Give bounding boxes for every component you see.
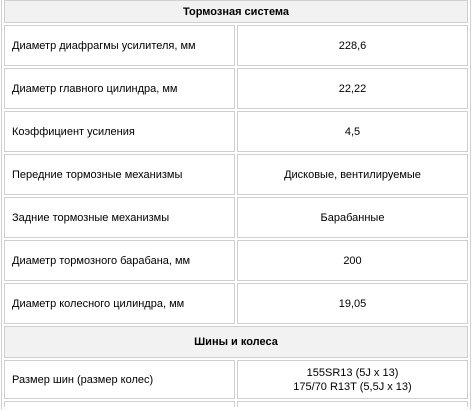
row-value [237,360,468,399]
row-label: Диаметр колесного цилиндра, мм [4,283,235,324]
row-label: Размер шин (размер колес) [4,360,235,399]
table-row [4,25,468,66]
section-title-brakes: Тормозная система [4,0,468,23]
table-row [4,283,468,324]
table-row [4,360,468,399]
row-value: 4,5 [237,111,468,152]
table-row [4,68,468,109]
row-value: 22,22 [237,68,468,109]
row-value-empty [237,401,468,407]
row-label-empty [4,401,235,407]
row-value: 19,05 [237,283,468,324]
row-label: Передние тормозные механизмы [4,154,235,195]
row-label: Диаметр диафрагмы усилителя, мм [4,25,235,66]
row-value: Барабанные [237,197,468,238]
row-label: Диаметр главного цилиндра, мм [4,68,235,109]
row-value: Дисковые, вентилируемые [237,154,468,195]
tyre-size-line-2: 175/70 R13T (5,5J x 13) [293,380,412,393]
row-value: 228,6 [237,25,468,66]
row-label: Коэффициент усиления [4,111,235,152]
row-label: Диаметр тормозного барабана, мм [4,240,235,281]
section-title-tyres: Шины и колеса [4,326,468,358]
row-label: Задние тормозные механизмы [4,197,235,238]
table-row [4,154,468,195]
table-row [4,240,468,281]
table-row-cut-off [4,401,468,407]
specifications-table [1,0,471,409]
section-header-row [4,326,468,358]
table-row [4,197,468,238]
section-header-row [4,0,468,23]
table-row [4,111,468,152]
tyre-size-line-1: 155SR13 (5J x 13) [306,366,399,379]
row-value: 200 [237,240,468,281]
